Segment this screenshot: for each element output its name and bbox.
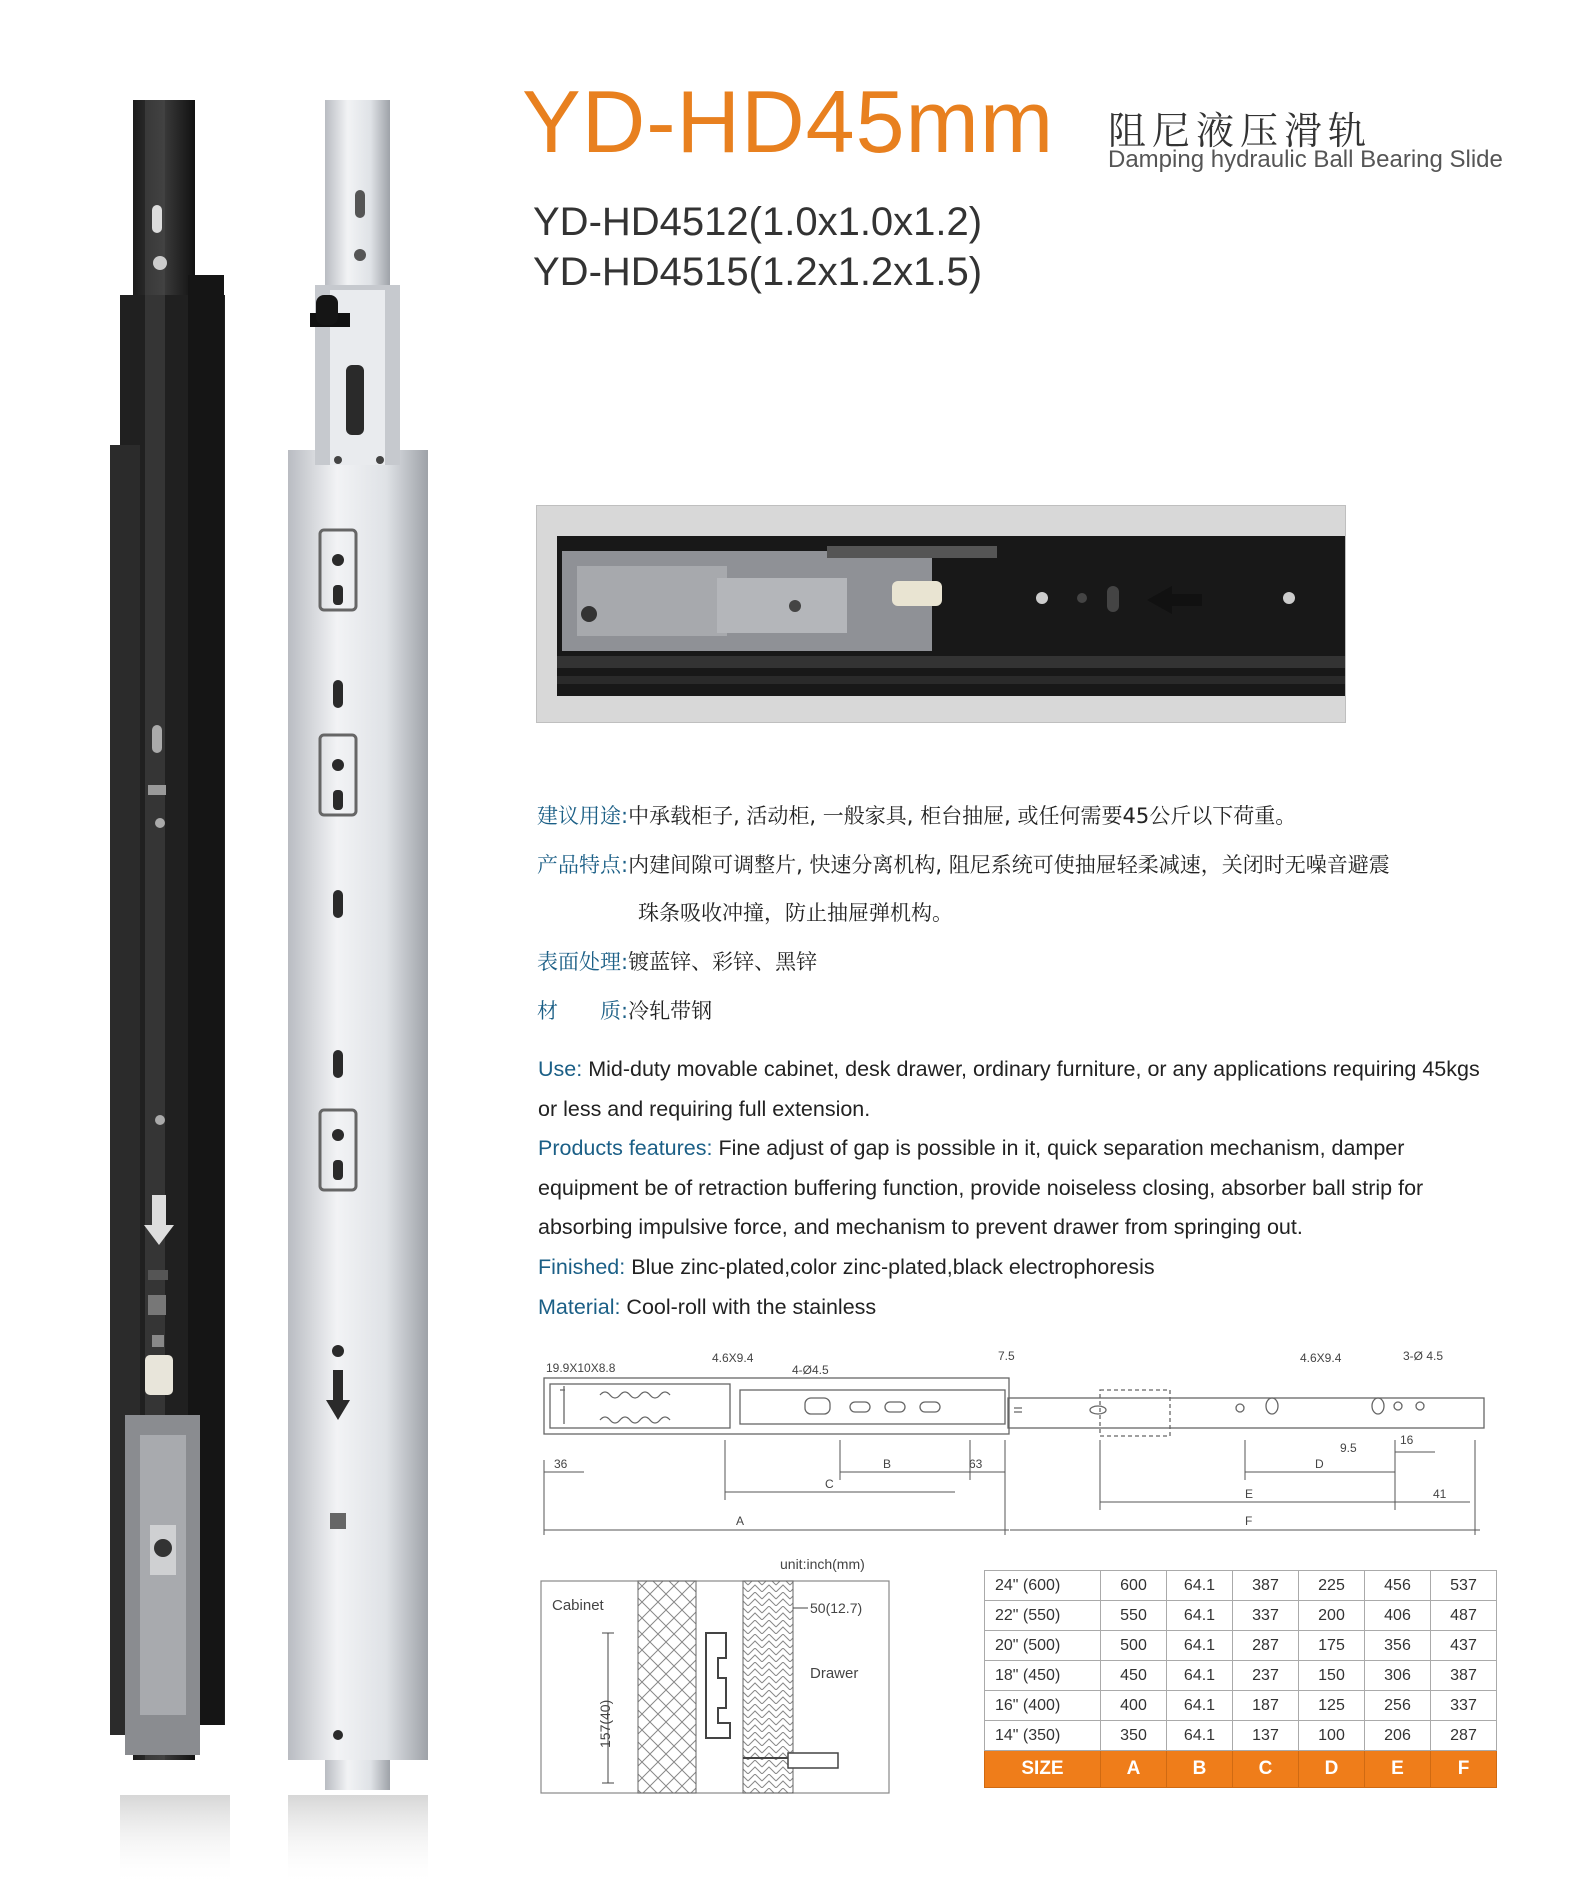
- value-cell: 150: [1299, 1661, 1365, 1691]
- spec-en-text: Mid-duty movable cabinet, desk drawer, ordinary furniture, or any applications requiring 45kgs or less and requiring full extension.: [538, 1057, 1480, 1121]
- dim-label: B: [883, 1457, 892, 1471]
- dim-label: F: [1245, 1514, 1253, 1528]
- dim-label: 41: [1433, 1487, 1447, 1501]
- value-cell: 456: [1365, 1571, 1431, 1601]
- value-cell: 64.1: [1167, 1571, 1233, 1601]
- dim-label: A: [736, 1514, 745, 1528]
- table-header-cell: E: [1365, 1751, 1431, 1788]
- dim-label: 4-Ø4.5: [792, 1363, 829, 1377]
- spec-en-label: Use:: [538, 1057, 583, 1081]
- value-cell: 200: [1299, 1601, 1365, 1631]
- value-cell: 550: [1101, 1601, 1167, 1631]
- value-cell: 64.1: [1167, 1661, 1233, 1691]
- value-cell: 206: [1365, 1721, 1431, 1751]
- dim-label: E: [1245, 1487, 1254, 1501]
- value-cell: 187: [1233, 1691, 1299, 1721]
- value-cell: 387: [1431, 1661, 1497, 1691]
- size-cell: 16" (400): [985, 1691, 1101, 1721]
- dim-label: 16: [1400, 1433, 1414, 1447]
- spec-cn-features-cont: 珠条吸收冲撞，防止抽屉弹机构。: [638, 901, 953, 925]
- table-header-cell: D: [1299, 1751, 1365, 1788]
- spec-en-label: Products features:: [538, 1136, 713, 1161]
- spec-en-text: Cool-roll with the stainless: [620, 1294, 877, 1319]
- size-cell: 22" (550): [985, 1601, 1101, 1631]
- spec-cn-use: [537, 800, 1296, 830]
- spec-cn-label: 表面处理:: [537, 950, 629, 974]
- dim-label: 7.5: [998, 1349, 1015, 1363]
- value-cell: 600: [1101, 1571, 1167, 1601]
- spec-cn-value: 中承载柜子, 活动柜, 一般家具, 柜台抽屉, 或任何需要45公斤以下荷重。: [628, 804, 1297, 828]
- value-cell: 537: [1431, 1571, 1497, 1601]
- model-2: YD-HD4515(1.2x1.2x1.5): [533, 250, 983, 294]
- detail-photo: [536, 505, 1346, 723]
- table-row: [985, 1721, 1497, 1751]
- dim-label: 63: [969, 1457, 983, 1471]
- table-row: [985, 1691, 1497, 1721]
- spec-en-label: Finished:: [538, 1254, 626, 1279]
- value-cell: 387: [1233, 1571, 1299, 1601]
- value-cell: 256: [1365, 1691, 1431, 1721]
- label-cabinet: Cabinet: [552, 1597, 604, 1614]
- spec-en-text: Blue zinc-plated,color zinc-plated,black electrophoresis: [625, 1254, 1155, 1279]
- product-title-cn: 阻尼液压滑轨: [1108, 109, 1373, 153]
- spec-en-text: Fine adjust of gap is possible in it, quick separation mechanism, damper equipment be of retraction buffering function, provide noiseless closing, absorber ball strip for absorbing impulsive force, and mechanism to prevent drawer from springing out.: [538, 1136, 1424, 1240]
- spec-cn-value: 冷轧带钢: [628, 999, 713, 1023]
- table-row: [985, 1631, 1497, 1661]
- value-cell: 406: [1365, 1601, 1431, 1631]
- table-header-cell: F: [1431, 1751, 1497, 1788]
- value-cell: 356: [1365, 1631, 1431, 1661]
- value-cell: 137: [1233, 1721, 1299, 1751]
- value-cell: 450: [1101, 1661, 1167, 1691]
- value-cell: 500: [1101, 1631, 1167, 1661]
- dim-label: 3-Ø 4.5: [1403, 1349, 1444, 1363]
- value-cell: 337: [1431, 1691, 1497, 1721]
- value-cell: 306: [1365, 1661, 1431, 1691]
- spec-cn-material: [537, 995, 712, 1025]
- value-cell: 400: [1101, 1691, 1167, 1721]
- size-cell: 24" (600): [985, 1571, 1101, 1601]
- unit-note: unit:inch(mm): [780, 1556, 865, 1572]
- label-drawer: Drawer: [810, 1665, 859, 1682]
- table-row: [985, 1661, 1497, 1691]
- spec-en-block: [538, 1050, 1498, 1327]
- spec-cn-label: 产品特点:: [537, 853, 629, 877]
- dim-label: 9.5: [1340, 1441, 1357, 1455]
- spec-en-features: [538, 1129, 1498, 1248]
- table-header-cell: A: [1101, 1751, 1167, 1788]
- value-cell: 437: [1431, 1631, 1497, 1661]
- value-cell: 64.1: [1167, 1721, 1233, 1751]
- table-header-cell: C: [1233, 1751, 1299, 1788]
- spec-cn-label: 建议用途:: [537, 804, 629, 828]
- dim-label: 4.6X9.4: [712, 1351, 754, 1365]
- value-cell: 350: [1101, 1721, 1167, 1751]
- size-cell: 20" (500): [985, 1631, 1101, 1661]
- cross-section-drawing: [538, 1578, 893, 1796]
- value-cell: 287: [1431, 1721, 1497, 1751]
- size-cell: 14" (350): [985, 1721, 1101, 1751]
- spec-cn-value: 内建间隙可调整片, 快速分离机构, 阻尼系统可使抽屉轻柔减速，关闭时无噪音避震: [628, 853, 1390, 877]
- spec-cn-finish: [537, 946, 817, 976]
- model-1: YD-HD4512(1.0x1.0x1.2): [533, 200, 983, 244]
- dim-label: C: [825, 1477, 834, 1491]
- table-header-row: [985, 1751, 1497, 1788]
- value-cell: 175: [1299, 1631, 1365, 1661]
- table-header-cell: B: [1167, 1751, 1233, 1788]
- spec-cn-value: 镀蓝锌、彩锌、黑锌: [628, 950, 818, 974]
- spec-cn-features: [537, 849, 1390, 879]
- dim-label: 36: [554, 1457, 568, 1471]
- product-photo-rails: [100, 85, 430, 1886]
- value-cell: 100: [1299, 1721, 1365, 1751]
- dim-157: 157(40): [597, 1699, 613, 1748]
- table-header-cell: SIZE: [985, 1751, 1101, 1788]
- value-cell: 487: [1431, 1601, 1497, 1631]
- value-cell: 237: [1233, 1661, 1299, 1691]
- value-cell: 64.1: [1167, 1631, 1233, 1661]
- spec-cn-label: 材 质:: [537, 999, 629, 1023]
- value-cell: 337: [1233, 1601, 1299, 1631]
- dimension-drawing: [540, 1340, 1490, 1540]
- value-cell: 64.1: [1167, 1691, 1233, 1721]
- table-row: [985, 1571, 1497, 1601]
- dim-50: 50(12.7): [810, 1600, 863, 1616]
- value-cell: 287: [1233, 1631, 1299, 1661]
- value-cell: 125: [1299, 1691, 1365, 1721]
- value-cell: 225: [1299, 1571, 1365, 1601]
- size-table: [984, 1570, 1497, 1788]
- dim-label: D: [1315, 1457, 1324, 1471]
- table-row: [985, 1601, 1497, 1631]
- product-subtitle-en: Damping hydraulic Ball Bearing Slide: [1108, 146, 1503, 173]
- spec-en-finished: [538, 1248, 1498, 1288]
- spec-en-material: [538, 1288, 1498, 1328]
- value-cell: 64.1: [1167, 1601, 1233, 1631]
- spec-en-label: Material:: [538, 1294, 621, 1319]
- dim-label: 19.9X10X8.8: [546, 1361, 616, 1375]
- dim-label: 4.6X9.4: [1300, 1351, 1342, 1365]
- spec-en-use: [538, 1050, 1498, 1129]
- product-title: YD-HD45mm: [522, 72, 1055, 171]
- size-cell: 18" (450): [985, 1661, 1101, 1691]
